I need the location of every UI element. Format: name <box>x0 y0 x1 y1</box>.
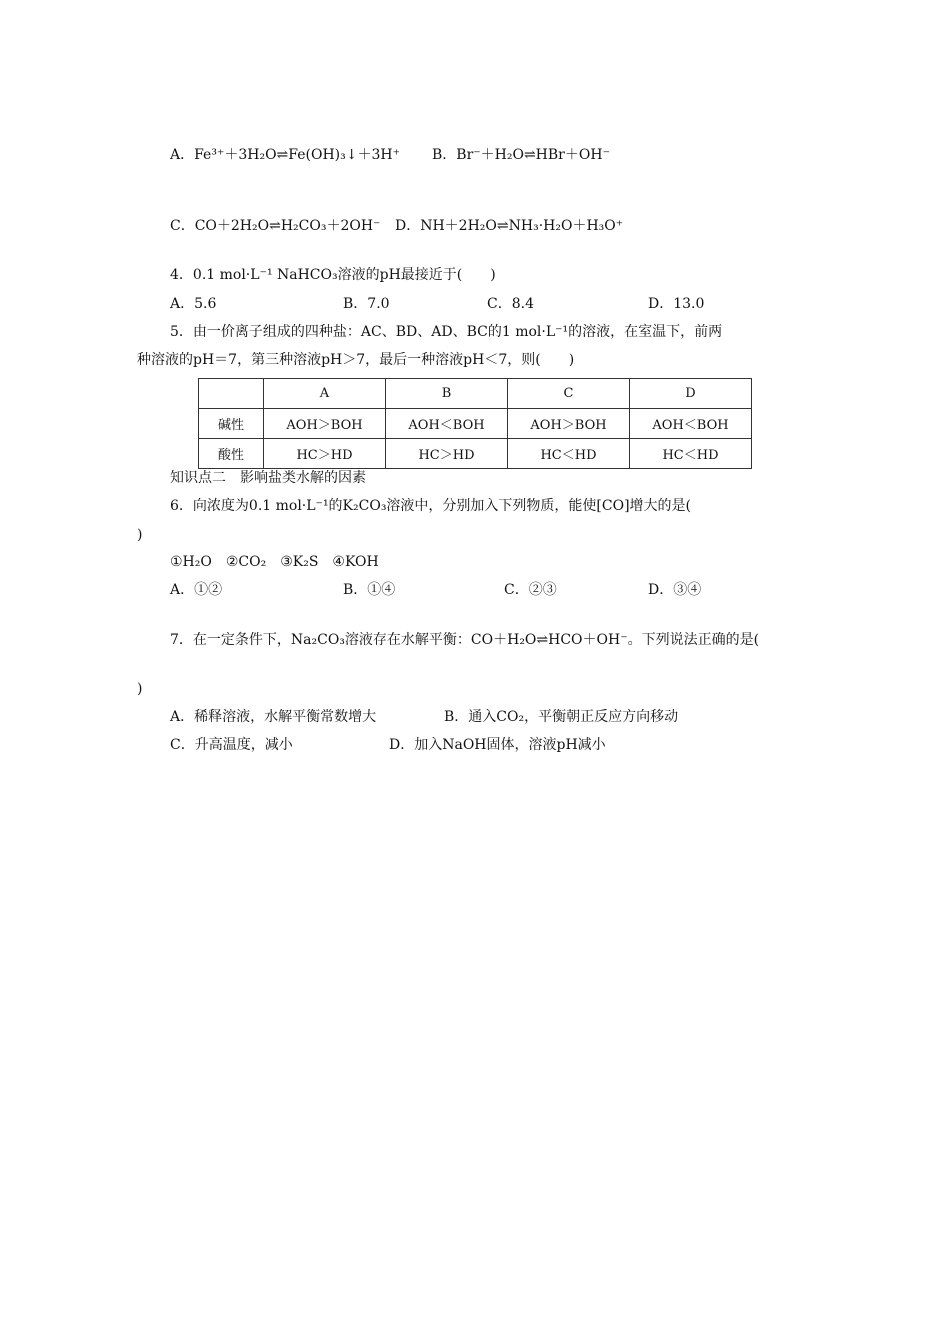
table-row-label: 酸性 <box>199 439 264 469</box>
table-cell: HC＜HD <box>508 439 630 469</box>
q7-option-d: D．加入NaOH固体，溶液pH减小 <box>389 737 606 753</box>
table-row-label: 碱性 <box>199 409 264 439</box>
q3-option-c: C．CO＋2H₂O⇌H₂CO₃＋2OH⁻ <box>170 218 381 234</box>
table-cell: AOH＜BOH <box>630 409 752 439</box>
q7-option-c: C．升高温度，减小 <box>170 737 293 753</box>
q4-option-c: C．8.4 <box>487 296 534 312</box>
q6-option-c: C．②③ <box>504 582 557 598</box>
table-header-row <box>199 379 752 409</box>
table-header-d: D <box>630 379 752 409</box>
q7-option-a: A．稀释溶液，水解平衡常数增大 <box>170 709 377 725</box>
q6-items: ①H₂O ②CO₂ ③K₂S ④KOH <box>170 554 379 570</box>
table-cell: AOH＞BOH <box>508 409 630 439</box>
q5-choice-table <box>198 378 752 469</box>
q6-option-a: A．①② <box>170 582 223 598</box>
q3-option-a: A．Fe³⁺＋3H₂O⇌Fe(OH)₃↓＋3H⁺ <box>170 147 400 163</box>
q4-option-a: A．5.6 <box>170 296 217 312</box>
section-heading: 知识点二 影响盐类水解的因素 <box>170 470 366 486</box>
table-header-b: B <box>386 379 508 409</box>
q7-stem-line2: ) <box>137 681 143 697</box>
q3-option-b: B．Br⁻＋H₂O⇌HBr＋OH⁻ <box>432 147 610 163</box>
table-cell: AOH＜BOH <box>386 409 508 439</box>
table-cell: AOH＞BOH <box>264 409 386 439</box>
q7-stem-line1: 7．在一定条件下，Na₂CO₃溶液存在水解平衡：CO＋H₂O⇌HCO＋OH⁻。下列说法正确的是( <box>170 632 760 648</box>
table-cell: HC＜HD <box>630 439 752 469</box>
q6-option-b: B．①④ <box>343 582 396 598</box>
q4-option-b: B．7.0 <box>343 296 390 312</box>
q6-stem-line1: 6．向浓度为0.1 mol·L⁻¹的K₂CO₃溶液中，分别加入下列物质，能使[CO]增大的是( <box>170 498 691 514</box>
q7-option-b: B．通入CO₂，平衡朝正反应方向移动 <box>444 709 679 725</box>
q5-stem-line1: 5．由一价离子组成的四种盐：AC、BD、AD、BC的1 mol·L⁻¹的溶液，在室温下，前两 <box>170 324 723 340</box>
table-row <box>199 439 752 469</box>
q5-stem-line2: 种溶液的pH＝7，第三种溶液pH＞7，最后一种溶液pH＜7，则( ) <box>137 352 575 368</box>
table-header-c: C <box>508 379 630 409</box>
q4-stem: 4．0.1 mol·L⁻¹ NaHCO₃溶液的pH最接近于( ) <box>170 267 496 283</box>
table-corner-cell <box>199 379 264 409</box>
table-row <box>199 409 752 439</box>
table-cell: HC＞HD <box>386 439 508 469</box>
table-cell: HC＞HD <box>264 439 386 469</box>
table-header-a: A <box>264 379 386 409</box>
q6-stem-line2: ) <box>137 527 143 543</box>
q4-option-d: D．13.0 <box>648 296 705 312</box>
q3-option-d: D．NH＋2H₂O⇌NH₃·H₂O＋H₃O⁺ <box>395 218 624 234</box>
q6-option-d: D．③④ <box>648 582 702 598</box>
